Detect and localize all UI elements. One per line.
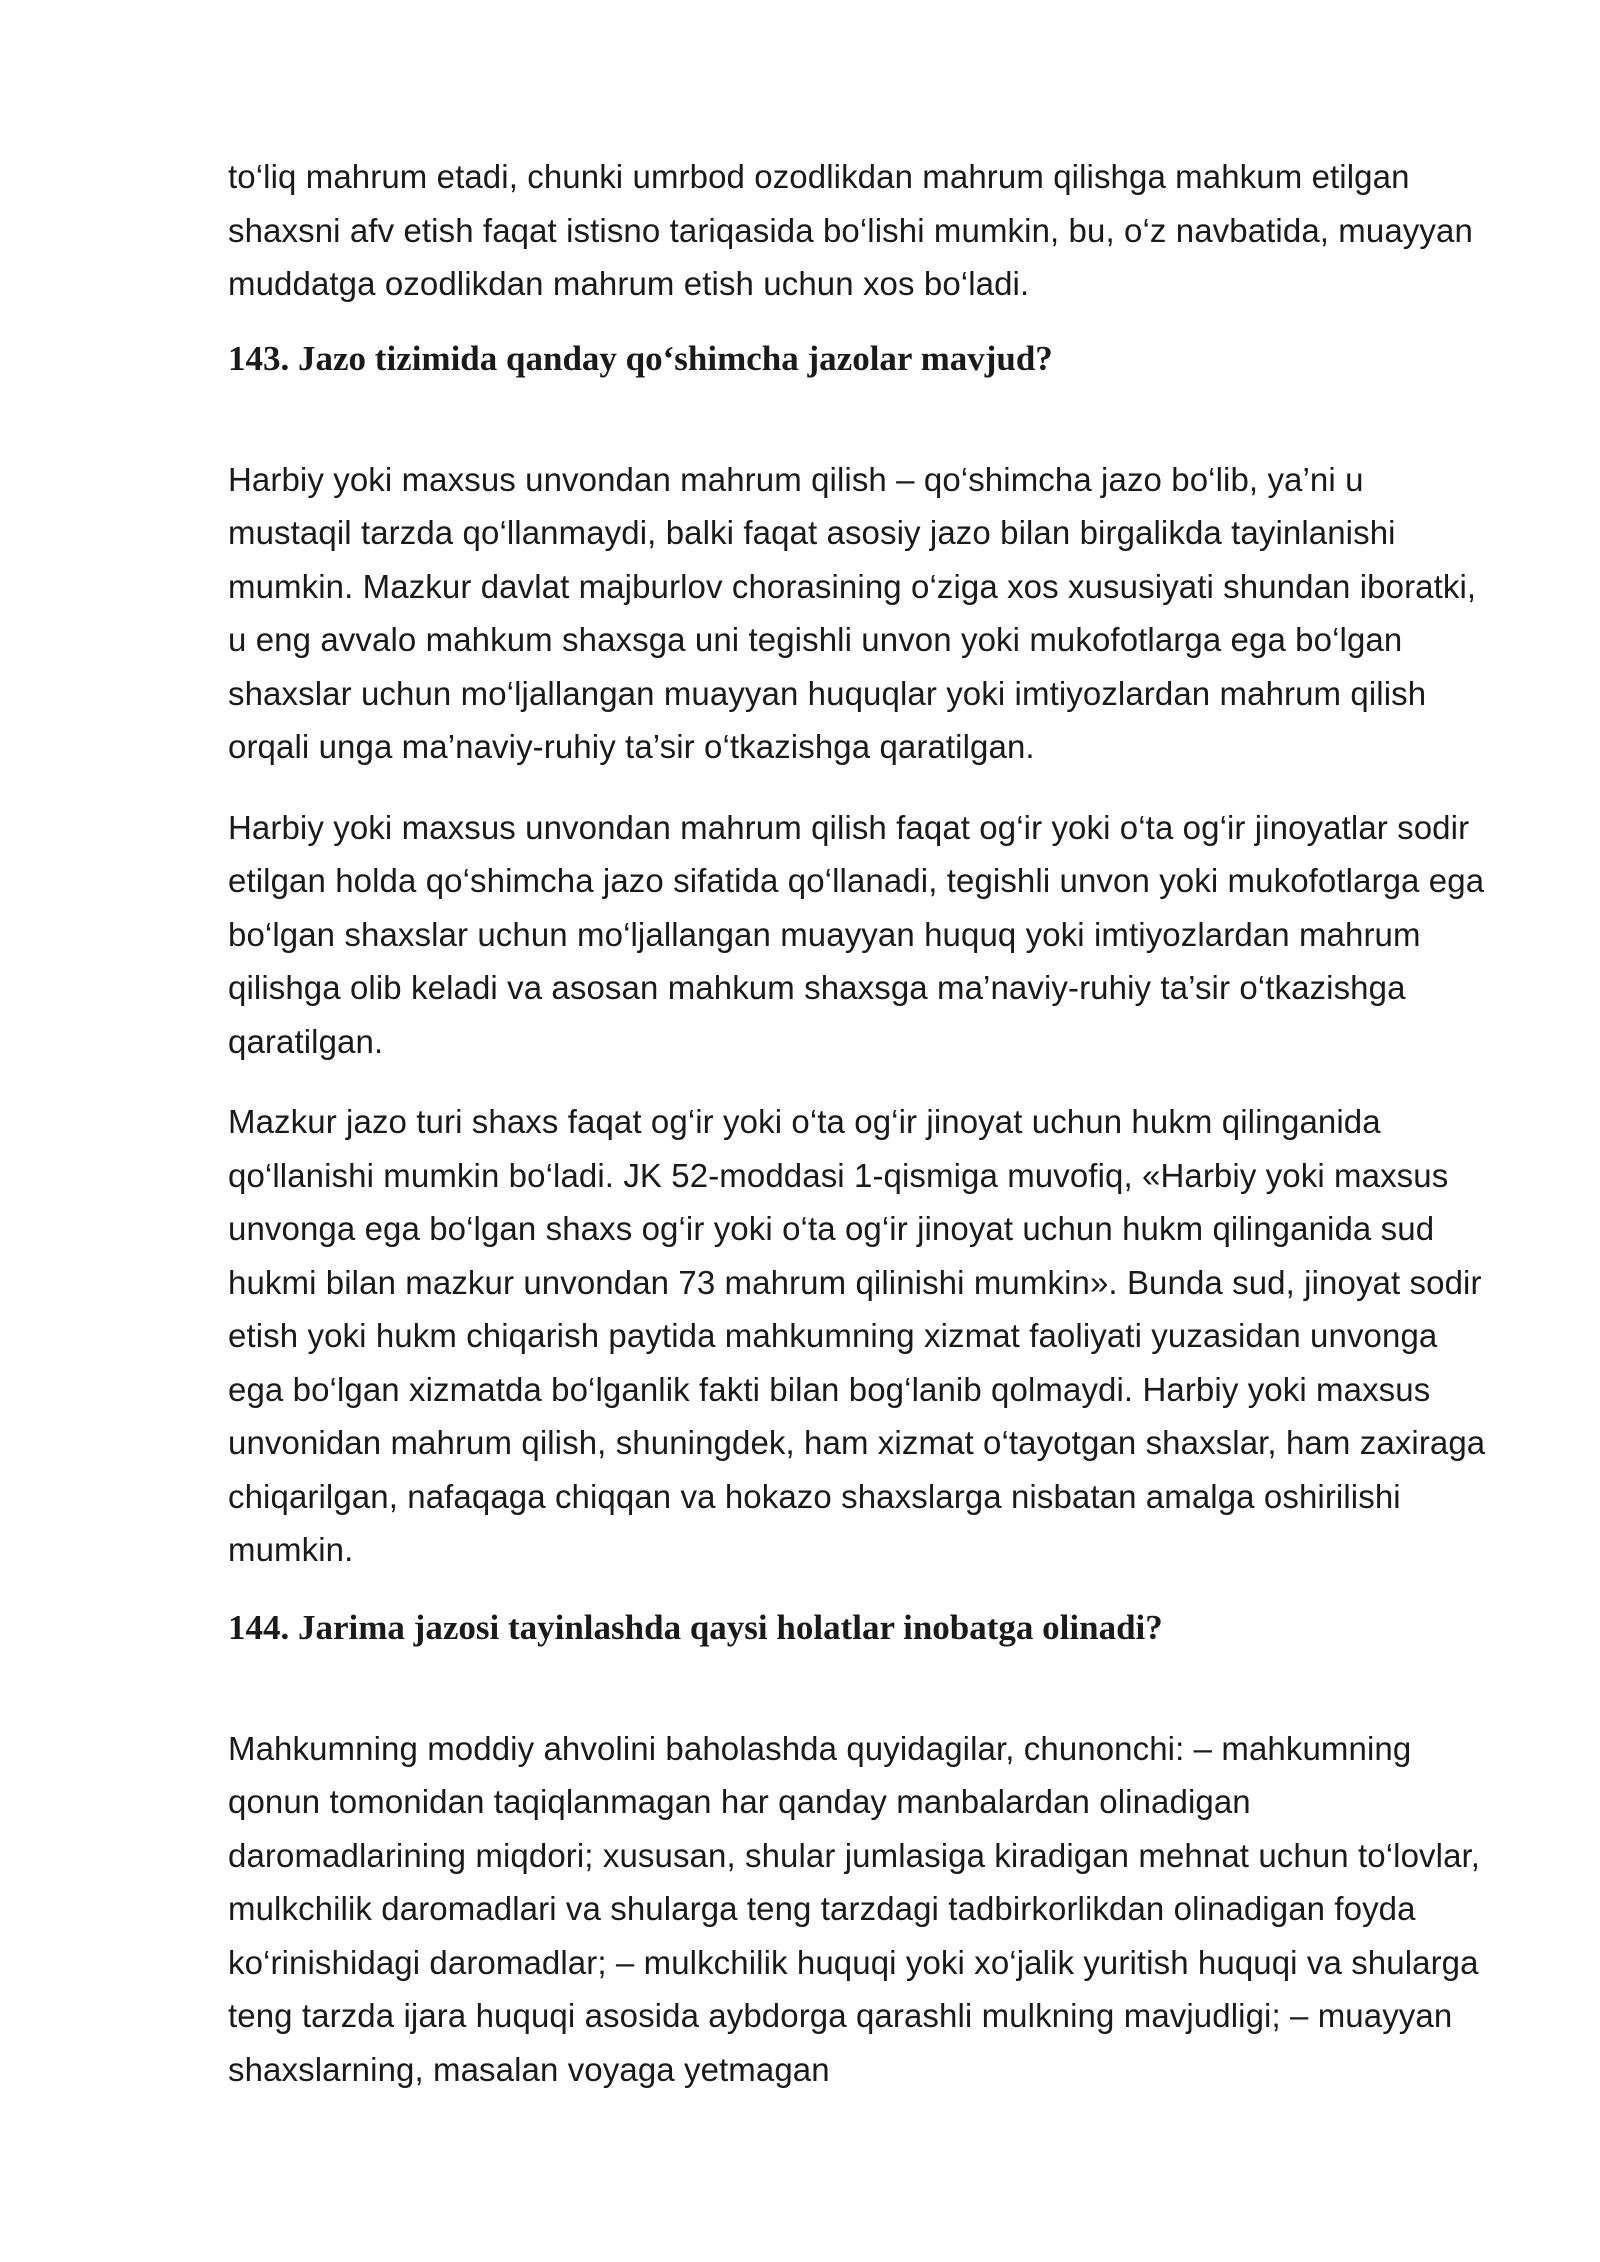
paragraph-143-3: Mazkur jazo turi shaxs faqat og‘ir yoki o‘ta og‘ir jinoyat uchun hukm qilinganida qo‘llanishi mumkin bo‘ladi. JK 52-moddasi 1-qismiga muvofiq, «Harbiy yoki maxsus unvonga ega bo‘lgan shaxs og‘ir yoki o‘ta og‘ir jinoyat uchun hukm qilinganida sud hukmi bilan mazkur unvondan 73 mahrum qilinishi mumkin». Bunda sud, jinoyat sodir etish yoki hukm chiqarish paytida mahkumning xizmat faoliyati yuzasidan unvonga ega bo‘lgan xizmatda bo‘lganlik fakti bilan bog‘lanib qolmaydi. Harbiy yoki maxsus unvonidan mahrum qilish, shuningdek, ham xizmat o‘tayotgan shaxslar, ham zaxiraga chiqarilgan, nafaqaga chiqqan va hokazo shaxslarga nisbatan amalga oshirilishi mumkin. <box>228 1103 1486 1568</box>
paragraph-143-1: Harbiy yoki maxsus unvondan mahrum qilish – qo‘shimcha jazo bo‘lib, ya’ni u mustaqil tarzda qo‘llanmaydi, balki faqat asosiy jazo bilan birgalikda tayinlanishi mumkin. Mazkur davlat majburlov chorasining o‘ziga xos xususiyati shundan iboratki, u eng avvalo mahkum shaxsga uni tegishli unvon yoki mukofotlarga ega bo‘lgan shaxslar uchun mo‘ljallangan muayyan huquqlar yoki imtiyozlardan mahrum qilish orqali unga ma’naviy-ruhiy ta’sir o‘tkazishga qaratilgan. <box>228 460 1477 765</box>
heading-144: 144. Jarima jazosi tayinlashda qaysi holatlar inobatga olinadi? <box>228 1607 1163 1647</box>
paragraph-144-1: Mahkumning moddiy ahvolini baholashda quyidagilar, chunonchi: – mahkumning qonun tomonidan taqiqlanmagan har qanday manbalardan olinadigan daromadlarining miqdori; xususan, shular jumlasiga kiradigan mehnat uchun to‘lovlar, mulkchilik daromadlari va shularga teng tarzdagi tadbirkorlikdan olinadigan foyda ko‘rinishidagi daromadlar; – mulkchilik huquqi yoki xo‘jalik yuritish huquqi va shularga teng tarzda ijara huquqi asosida aybdorga qarashli mulkning mavjudligi; – muayyan shaxslarning, masalan voyaga yetmagan <box>228 1729 1481 2088</box>
heading-143: 143. Jazo tizimida qanday qo‘shimcha jazolar mavjud? <box>228 338 1053 378</box>
paragraph-intro: to‘liq mahrum etadi, chunki umrbod ozodlikdan mahrum qilishga mahkum etilgan shaxsni afv etish faqat istisno tariqasida bo‘lishi mumkin, bu, o‘z navbatida, muayyan muddatga ozodlikdan mahrum etish uchun xos bo‘ladi. <box>228 158 1473 302</box>
paragraph-143-2: Harbiy yoki maxsus unvondan mahrum qilish faqat og‘ir yoki o‘ta og‘ir jinoyatlar sodir etilgan holda qo‘shimcha jazo sifatida qo‘llanadi, tegishli unvon yoki mukofotlarga ega bo‘lgan shaxslar uchun mo‘ljallangan muayyan huquq yoki imtiyozlardan mahrum qilishga olib keladi va asosan mahkum shaxsga ma’naviy-ruhiy ta’sir o‘tkazishga qaratilgan. <box>228 808 1485 1060</box>
document-page <box>228 150 1490 2123</box>
